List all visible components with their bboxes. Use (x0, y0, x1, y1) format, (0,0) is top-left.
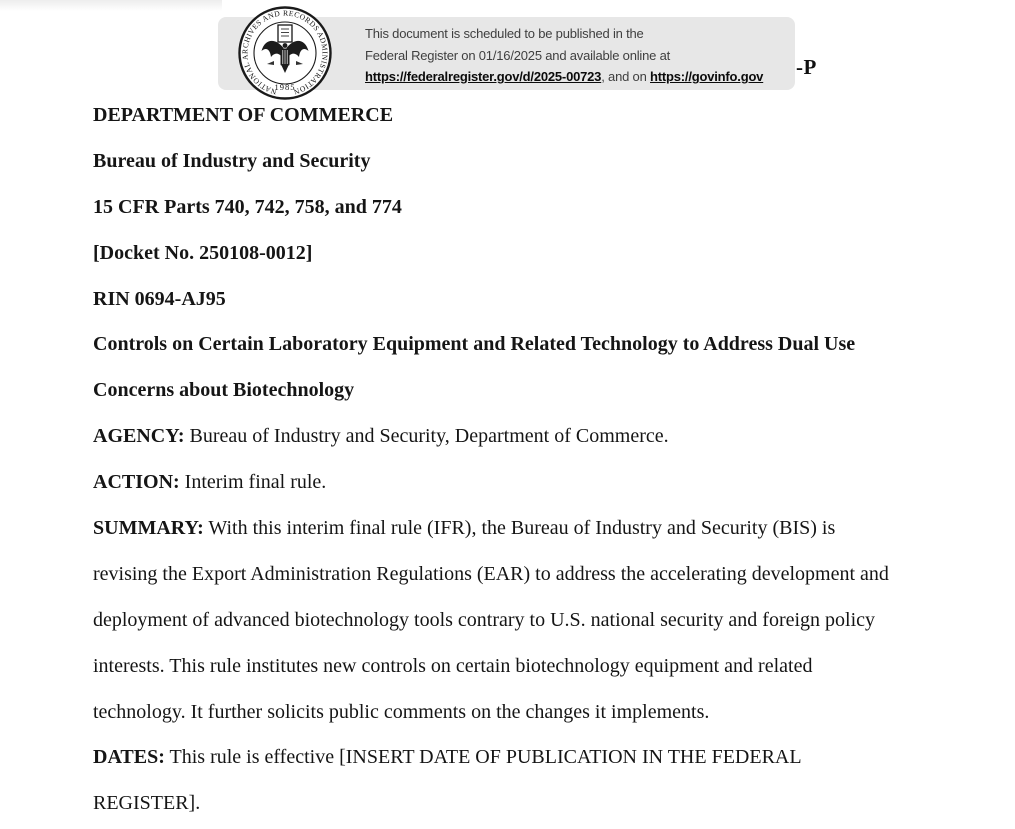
doc-line (93, 598, 889, 644)
doc-line (93, 322, 889, 368)
seal-ring-text: NATIONAL ARCHIVES AND RECORDS ADMINISTRATION (240, 8, 330, 97)
doc-line (93, 460, 889, 506)
doc-line-text: Interim final rule. (179, 471, 327, 494)
doc-line-label: Concerns about Biotechnology (93, 379, 355, 402)
doc-line-label: RIN 0694-AJ95 (93, 287, 226, 310)
doc-line (93, 781, 889, 827)
federalregister-link[interactable]: https://federalregister.gov/d/2025-00723 (365, 69, 602, 84)
doc-line-text: interests. This rule institutes new controls on certain biotechnology equipment and related (93, 654, 813, 677)
doc-line-label: [Docket No. 250108-0012] (93, 241, 313, 264)
seal-year: 1985 (274, 82, 296, 92)
doc-line (93, 690, 889, 736)
publication-banner-text (365, 23, 763, 88)
document-body (93, 93, 889, 827)
doc-line (93, 185, 889, 231)
doc-line-text: This rule is effective [INSERT DATE OF PUBLICATION IN THE FEDERAL (164, 746, 802, 769)
banner-line-3-mid: , and on (601, 69, 651, 84)
doc-line-label: SUMMARY: (93, 517, 204, 540)
doc-line-label: AGENCY: (93, 425, 185, 448)
banner-line-1: This document is scheduled to be published in the (365, 26, 644, 41)
page-top-fade (0, 0, 222, 11)
doc-line-label: Bureau of Industry and Security (93, 149, 371, 172)
banner-line-2: Federal Register on 01/16/2025 and available online at (365, 47, 671, 63)
billing-code: -P (796, 55, 817, 79)
doc-line (93, 644, 889, 690)
doc-line (93, 552, 889, 598)
doc-line-label: DEPARTMENT OF COMMERCE (93, 104, 394, 126)
doc-line (93, 277, 889, 323)
doc-line-label: 15 CFR Parts 740, 742, 758, and 774 (93, 195, 402, 218)
govinfo-link[interactable]: https://govinfo.gov (650, 69, 764, 84)
doc-line (93, 506, 889, 552)
doc-line (93, 368, 889, 414)
doc-line-label: Controls on Certain Laboratory Equipment and Related Technology to Address Dual Use (93, 333, 856, 356)
doc-line (93, 93, 889, 139)
doc-line-text: With this interim final rule (IFR), the Bureau of Industry and Security (BIS) is (203, 517, 836, 540)
doc-line (93, 735, 889, 781)
doc-line-text: deployment of advanced biotechnology tools contrary to U.S. national security and foreign policy (93, 608, 876, 631)
doc-line-label: ACTION: (93, 471, 180, 494)
doc-line (93, 139, 889, 185)
doc-line-text: Bureau of Industry and Security, Department of Commerce. (184, 425, 669, 448)
doc-line-text: REGISTER]. (93, 792, 201, 815)
banner-line-3 (365, 66, 763, 88)
doc-line-label: DATES: (93, 746, 165, 769)
doc-line-text: technology. It further solicits public comments on the changes it implements. (93, 700, 710, 723)
doc-line-text: revising the Export Administration Regulations (EAR) to address the accelerating development and (93, 562, 889, 585)
nara-seal-icon (238, 6, 332, 100)
doc-line (93, 231, 889, 277)
doc-line (93, 414, 889, 460)
document-lines (93, 93, 889, 827)
